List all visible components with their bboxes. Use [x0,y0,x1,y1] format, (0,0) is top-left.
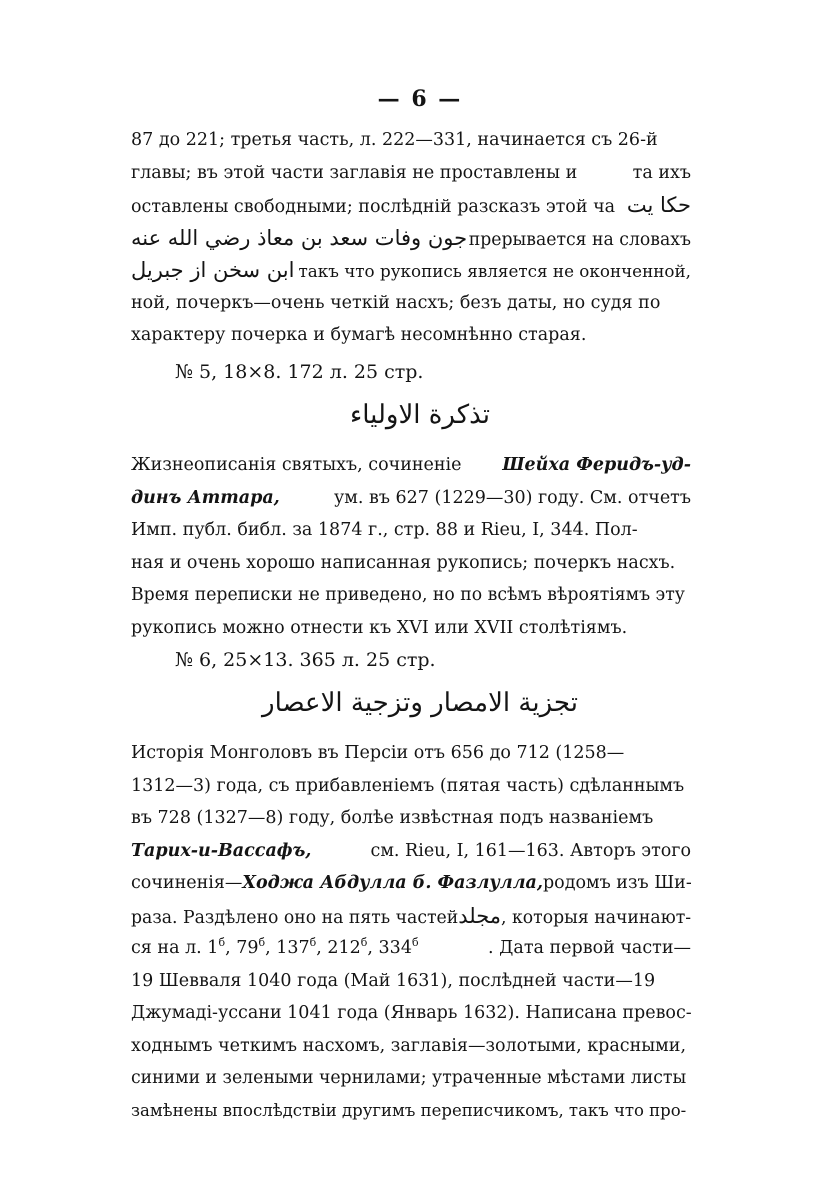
line-text: см. Rieu, I, 161—163. Авторъ этого [370,840,691,861]
line-text: сочиненія— [131,873,243,893]
author-name: Ходжа Абдулла б. Фазлулла, [242,873,543,893]
page-number: — 6 — [377,86,463,112]
entry-description-5 [131,449,691,644]
line-text: прерывается на словахъ [468,229,691,250]
line-text: раза. Раздѣлено оно на пять частей [131,907,459,928]
line-text: , 137 [265,938,310,958]
text-line [131,157,691,190]
entry-heading-6: № 6, 25×13. 365 л. 25 стр. [175,649,436,671]
text-line [131,482,691,515]
text-line [131,124,691,157]
line-text: оставлены свободными; послѣдній разсказъ этой ча [131,197,616,217]
arabic-text: جون وفات سعد بن معاذ رضي الله عنه [131,225,468,250]
text-line [131,932,691,965]
entry-description-6 [131,737,691,1127]
text-line [131,319,691,352]
text-line [131,802,691,835]
line-text: въ 728 (1327—8) году, болѣе извѣстная подъ названіемъ [131,808,654,828]
line-text: ум. въ 627 (1229—30) году. См. отчетъ [333,487,691,508]
line-text: , 334 [367,938,412,958]
text-line [131,1095,691,1128]
entry-title-arabic-6: تجزية الامصار وتزجية الاعصار [262,688,578,718]
line-text: Джумаді-уссани 1041 года (Январь 1632). Написана превос- [131,1003,692,1023]
line-text: 1312—3) года, съ прибавленіемъ (пятая часть) сдѣланнымъ [131,775,685,796]
text-line [131,449,691,482]
text-line [131,189,691,222]
line-text: , 212 [316,938,361,958]
entry-heading-5: № 5, 18×8. 172 л. 25 стр. [175,361,424,383]
text-line [131,965,691,998]
folio-marker: б [258,936,266,950]
folio-marker: б [360,936,368,950]
line-text: , которыя начинают- [501,907,692,928]
line-text: главы; въ этой части заглавія не проставлены и [131,162,578,183]
line-text: ходнымъ четкимъ насхомъ, заглавія—золотыми, красными, [131,1035,687,1056]
text-line [131,1062,691,1095]
text-line [131,612,691,645]
line-text: ная и очень хорошо написанная рукопись; почеркъ насхъ. [131,552,676,573]
folio-marker: б [309,936,317,950]
text-line [131,222,691,255]
arabic-text: ابن سخن از جبريل [131,258,295,282]
line-text: 87 до 221; третья часть, л. 222—331, начинается съ 26-й [131,130,658,150]
line-text: такъ что рукопись является не оконченной, [298,261,691,281]
text-line [131,867,691,900]
text-line [131,1030,691,1063]
line-text: рукопись можно отнести къ XVI или XVII столѣтіямъ. [131,617,628,638]
line-text: 19 Шевваля 1040 года (Май 1631), послѣдней части—19 [131,970,656,991]
text-line [131,287,691,320]
line-text: характеру почерка и бумагѣ несомнѣнно старая. [131,325,587,345]
line-text: родомъ изъ Ши- [542,873,692,893]
text-line [131,514,691,547]
text-line [131,835,691,868]
arabic-text: مجلد [458,903,502,928]
work-title: Тарих-и-Вассафъ, [131,840,312,861]
line-text: Имп. публ. библ. за 1874 г., стр. 88 и Rieu, I, 344. Пол- [131,520,638,540]
entry-title-arabic-5: تذكرة الاولياء [349,400,491,430]
author-name: динъ Аттара, [131,487,280,508]
author-name: Шейха Феридъ-уд- [502,455,691,475]
folio-marker: б [411,936,419,950]
line-text: Исторія Монголовъ въ Персіи отъ 656 до 712 (1258— [131,743,625,763]
text-line [131,770,691,803]
line-text: ной, почеркъ—очень четкій насхъ; безъ даты, но судя по [131,292,661,313]
text-line [131,254,691,287]
line-text: . Дата первой части— [488,938,691,958]
line-text: , 79 [225,938,259,958]
arabic-text: حکا یت [626,193,691,217]
text-line [131,737,691,770]
line-text: Жизнеописанія святыхъ, сочиненіе [131,455,462,475]
text-line [131,547,691,580]
line-text: ся на л. 1 [131,938,219,958]
text-line [131,997,691,1030]
text-line [131,900,691,933]
line-text: Время переписки не приведено, но по всѣмъ вѣроятіямъ эту [131,585,685,605]
line-text: та ихъ [632,162,691,183]
line-text: замѣнены впослѣдствіи другимъ переписчикомъ, такъ что про- [131,1100,687,1120]
text-line [131,579,691,612]
line-text: синими и зелеными чернилами; утраченные мѣстами листы [131,1068,687,1088]
paragraph-continuation [131,124,691,352]
folio-marker: б [218,936,226,950]
